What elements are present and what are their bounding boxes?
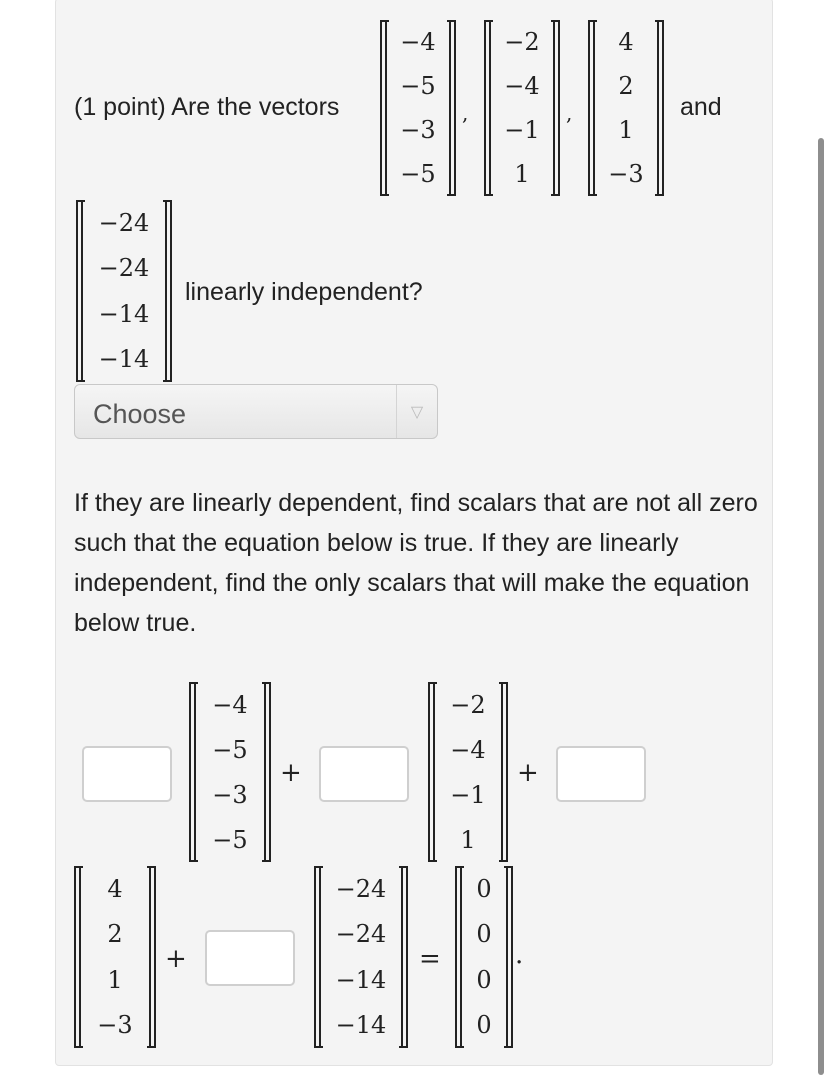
equation-vector-1-entry: −4 bbox=[212, 690, 248, 719]
equation-vector-4-entry: −14 bbox=[335, 965, 387, 994]
vector-4 bbox=[76, 200, 172, 382]
equation-vector-2-entry: −2 bbox=[450, 690, 486, 719]
equation-vector-1-entry: −3 bbox=[212, 780, 248, 809]
equation-vector-2-entry: 1 bbox=[460, 825, 476, 854]
instructions-text: If they are linearly dependent, find scalars that are not all zero such that the equation below is true. If they are linearly independent, find the only scalars that will make the equation below true. bbox=[74, 489, 758, 637]
zero-vector-entry: 0 bbox=[476, 965, 492, 994]
plus-sign: + bbox=[280, 758, 302, 788]
plus-sign: + bbox=[517, 758, 539, 788]
equation-vector-3-entry: 2 bbox=[107, 920, 123, 949]
equation-vector-3-entry: 1 bbox=[107, 965, 123, 994]
zero-vector bbox=[455, 866, 513, 1048]
vector-2-entry: −2 bbox=[504, 28, 540, 56]
question-suffix: linearly independent? bbox=[185, 278, 423, 306]
vector-3-entry: 4 bbox=[618, 28, 634, 56]
vector-4-entry: −24 bbox=[98, 208, 150, 237]
vector-1-entry: −5 bbox=[400, 160, 436, 188]
zero-vector-entry: 0 bbox=[476, 1011, 492, 1040]
equation-vector-2 bbox=[428, 682, 508, 862]
zero-vector-entry: 0 bbox=[476, 874, 492, 903]
independence-select[interactable] bbox=[74, 384, 438, 439]
scalar-input-3[interactable] bbox=[556, 746, 646, 802]
vector-1-entry: −4 bbox=[400, 28, 436, 56]
equation-vector-1-entry: −5 bbox=[212, 825, 248, 854]
vector-2-entry: −4 bbox=[504, 72, 540, 100]
vector-1-entry: −5 bbox=[400, 72, 436, 100]
vector-1-entry: −3 bbox=[400, 116, 436, 144]
scalar-input-2[interactable] bbox=[319, 746, 409, 802]
period: . bbox=[515, 940, 524, 970]
scalar-input-1[interactable] bbox=[82, 746, 172, 802]
chevron-down-icon[interactable]: ▽ bbox=[396, 385, 437, 438]
equation-vector-1 bbox=[189, 682, 271, 862]
zero-vector-entry: 0 bbox=[476, 920, 492, 949]
equation-vector-1-entry: −5 bbox=[212, 735, 248, 764]
equation-vector-3-entry: 4 bbox=[107, 874, 123, 903]
vector-1 bbox=[380, 20, 456, 196]
question-prefix: (1 point) Are the vectors bbox=[74, 93, 340, 121]
and-word: and bbox=[680, 93, 722, 121]
scalar-input-4[interactable] bbox=[205, 930, 295, 986]
select-value: Choose bbox=[93, 399, 187, 429]
equals-sign: = bbox=[419, 944, 441, 974]
equation-vector-4-entry: −24 bbox=[335, 920, 387, 949]
comma: , bbox=[566, 101, 573, 125]
equation-vector-4-entry: −24 bbox=[335, 874, 387, 903]
vector-2-entry: 1 bbox=[514, 160, 530, 188]
vector-4-entry: −24 bbox=[98, 254, 150, 283]
equation-vector-2-entry: −1 bbox=[450, 780, 486, 809]
equation-vector-3-entry: −3 bbox=[97, 1011, 133, 1040]
vector-2 bbox=[484, 20, 560, 196]
plus-sign: + bbox=[165, 944, 187, 974]
vector-3-entry: 2 bbox=[618, 72, 634, 100]
vector-4-entry: −14 bbox=[98, 299, 150, 328]
scrollbar[interactable] bbox=[818, 138, 824, 1075]
equation-vector-3 bbox=[74, 866, 156, 1048]
comma: , bbox=[462, 101, 469, 125]
vector-2-entry: −1 bbox=[504, 116, 540, 144]
vector-3-entry: 1 bbox=[618, 116, 634, 144]
equation-vector-2-entry: −4 bbox=[450, 735, 486, 764]
vector-3 bbox=[588, 20, 664, 196]
equation-vector-4 bbox=[314, 866, 408, 1048]
equation-vector-4-entry: −14 bbox=[335, 1011, 387, 1040]
vector-4-entry: −14 bbox=[98, 345, 150, 374]
vector-3-entry: −3 bbox=[608, 160, 644, 188]
